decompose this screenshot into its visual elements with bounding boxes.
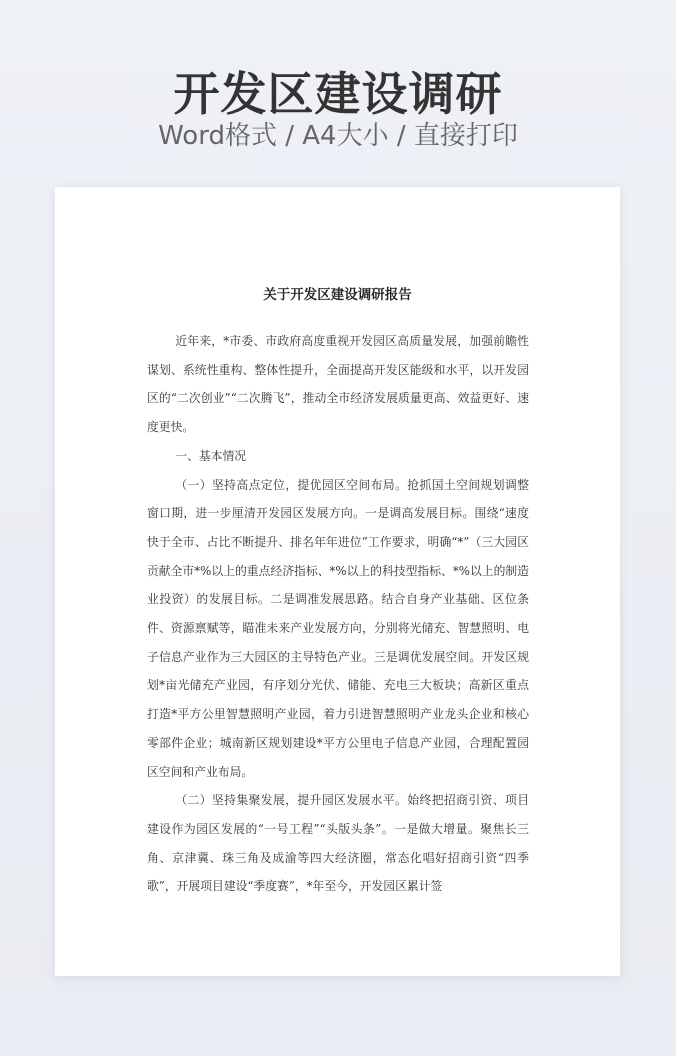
section-heading-basic-situation: 一、基本情况	[175, 448, 247, 463]
document-title: 关于开发区建设调研报告	[263, 287, 412, 303]
paragraph-cluster-development: （二）坚持集聚发展，提升园区发展水平。始终把招商引资、项目建设作为园区发展的“一号工程”“头版头条”。一是做大增量。聚焦长三角、京津冀、珠三角及成渝等四大经济圈，常态化唱好招商引资“四季歌”，开展项目建设“季度赛”，*年至今，开发园区累计签	[147, 793, 529, 894]
banner-title: 开发区建设调研	[173, 67, 503, 121]
paragraph-spatial-layout: （一）坚持高点定位，提优园区空间布局。抢抓国土空间规划调整窗口期，进一步厘清开发园区发展方向。一是调高发展目标。围绕“速度快于全市、占比不断提升、排名年年进位”工作要求，明确“*”（三大园区贡献全市*%以上的重点经济指标、*%以上的科技型指标、*%以上的制造业投资）的发展目标。二是调准发展思路。结合自身产业基础、区位条件、资源禀赋等，瞄准未来产业发展方向，分别将光储充、智慧照明、电子信息产业作为三大园区的主导特色产业。三是调优发展空间。开发区规划*亩光储充产业园，有序划分光伏、储能、充电三大板块；高新区重点打造*平方公里智慧照明产业园，着力引进智慧照明产业龙头企业和核心零部件企业；城南新区规划建设*平方公里电子信息产业园，合理配置园区空间和产业布局。	[147, 477, 529, 779]
paragraph-intro: 近年来，*市委、市政府高度重视开发园区高质量发展，加强前瞻性谋划、系统性重构、整体性提升，全面提高开发区能级和水平，以开发园区的“二次创业”“二次腾飞”，推动全市经济发展质量更高、效益更好、速度更快。	[147, 334, 529, 435]
banner-subtitle: Word格式 / A4大小 / 直接打印	[158, 121, 518, 151]
document-body	[147, 327, 529, 901]
document-page	[55, 187, 620, 976]
